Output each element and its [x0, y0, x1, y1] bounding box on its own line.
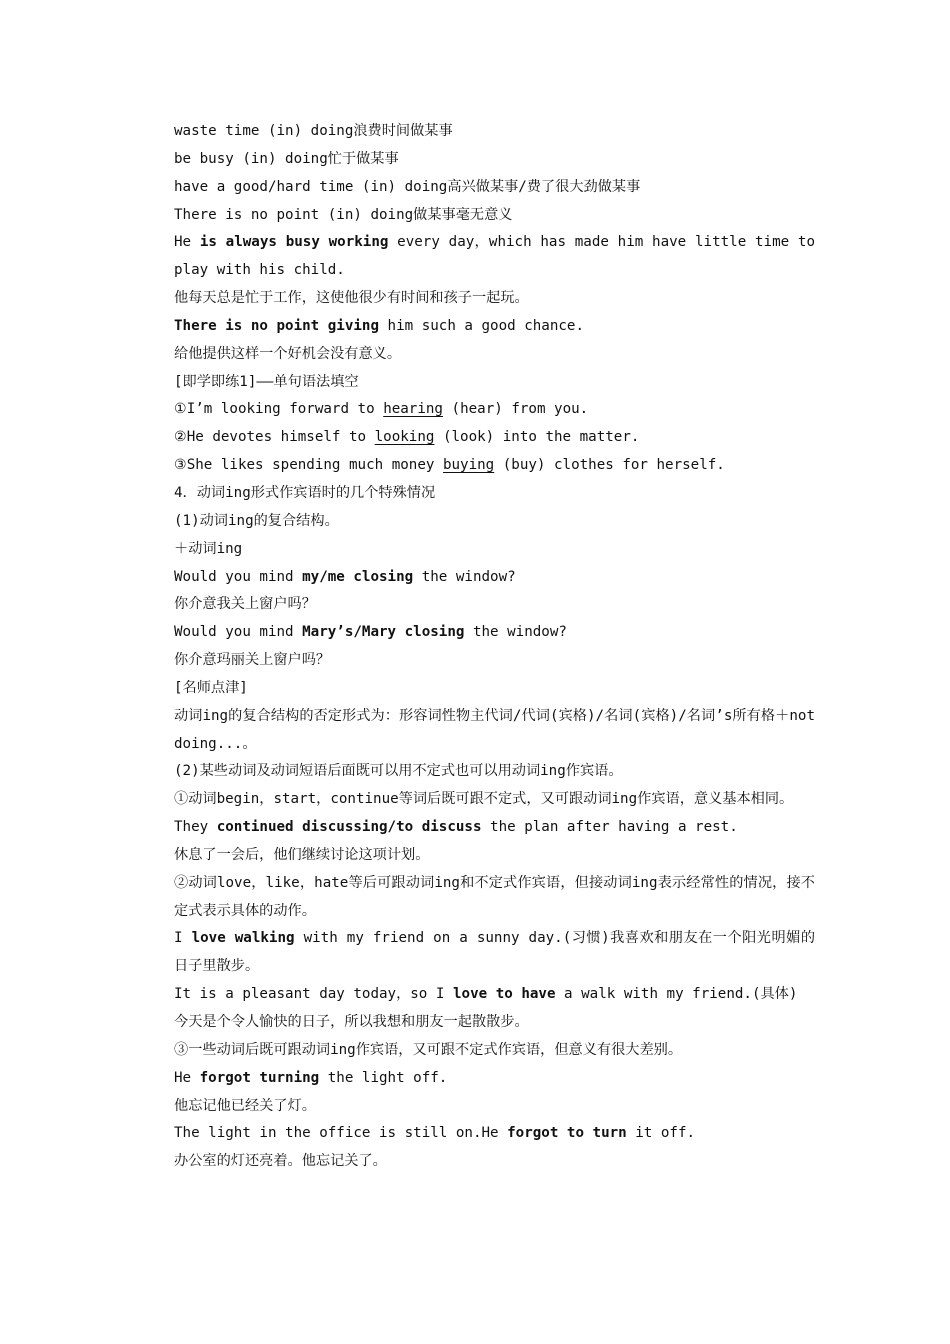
- text-segment: the light off.: [319, 1069, 448, 1086]
- text-segment: He: [174, 234, 200, 251]
- text-segment: The light in the office is still on.He: [174, 1125, 508, 1142]
- text-segment: him such a good chance.: [379, 317, 584, 334]
- subsection-heading-1: [137, 508, 815, 536]
- phrase-waste-time: [137, 118, 815, 146]
- key-phrase: continued discussing/to discuss: [216, 819, 482, 836]
- text-segment: Would you mind: [174, 568, 303, 585]
- text-segment: 你介意我关上窗户吗？: [174, 596, 316, 613]
- translation-continued: [137, 842, 815, 870]
- key-phrase: love to have: [452, 986, 556, 1003]
- translation-forgot-to-turn: [137, 1148, 815, 1176]
- key-phrase: forgot turning: [199, 1069, 320, 1086]
- example-love-to-have: [137, 981, 815, 1009]
- teacher-tip-text: [137, 703, 815, 759]
- text-segment: ③一些动词后既可跟动词ing作宾语，又可跟不定式作宾语，但意义有很大差别。: [174, 1041, 683, 1058]
- key-phrase: forgot to turn: [507, 1125, 627, 1142]
- text-segment: 动词ing的复合结构的否定形式为：形容词性物主代词/代词(宾格)/名词(宾格)/名词’s所有格＋not doing...。: [174, 707, 815, 752]
- text-segment: (look) into the matter.: [434, 429, 640, 446]
- example-continued: [137, 814, 815, 842]
- answer-blank: buying: [442, 457, 495, 474]
- subsection-heading-2: [137, 758, 815, 786]
- text-segment: ②He devotes himself to: [174, 429, 375, 446]
- text-segment: There is no point (in) doing做某事毫无意义: [174, 206, 513, 223]
- text-segment: every day，which has made him have little time to play with his child.: [174, 234, 816, 279]
- example-marys-closing: [137, 619, 815, 647]
- translation-no-point: [137, 341, 815, 369]
- rule-love-like-hate: [137, 870, 815, 926]
- rule-begin-start-continue: [137, 786, 815, 814]
- text-segment: the window?: [464, 624, 567, 641]
- key-phrase: Mary’s/Mary closing: [302, 624, 465, 641]
- text-segment: 休息了一会后，他们继续讨论这项计划。: [174, 846, 430, 863]
- example-my-closing: [137, 564, 815, 592]
- exercise-item-2: [137, 424, 815, 452]
- text-segment: (buy) clothes for herself.: [494, 457, 725, 474]
- text-segment: 今天是个令人愉快的日子，所以我想和朋友一起散散步。: [174, 1014, 529, 1030]
- key-phrase: love walking: [191, 930, 295, 947]
- text-segment: a walk with my friend.(具体): [555, 986, 798, 1003]
- text-segment: ＋动词ing: [174, 540, 243, 557]
- text-segment: He: [174, 1069, 200, 1086]
- teacher-tip-heading: [137, 675, 815, 703]
- key-phrase: is always busy working: [199, 234, 389, 251]
- phrase-no-point: [137, 202, 815, 230]
- structure-formula: [137, 536, 815, 564]
- example-forgot-to-turn: [137, 1120, 815, 1148]
- text-segment: 4．动词ing形式作宾语时的几个特殊情况: [174, 484, 436, 501]
- exercise-item-1: [137, 396, 815, 424]
- answer-blank: hearing: [383, 401, 443, 418]
- text-segment: (hear) from you.: [442, 401, 589, 418]
- text-segment: have a good/hard time (in) doing高兴做某事/费了很大劲做某事: [174, 178, 641, 195]
- translation-marys-closing: [137, 647, 815, 675]
- phrase-have-good-time: [137, 174, 815, 202]
- document-page: [137, 118, 815, 1176]
- text-segment: ①I’m looking forward to: [174, 401, 384, 418]
- translation-forgot-turning: [137, 1093, 815, 1121]
- text-segment: ①动词begin，start，continue等词后既可跟不定式，又可跟动词ing作宾语，意义基本相同。: [174, 791, 794, 808]
- text-segment: (1)动词ing的复合结构。: [174, 512, 339, 529]
- text-segment: the plan after having a rest.: [481, 819, 738, 836]
- text-segment: 他每天总是忙于工作，这使他很少有时间和孩子一起玩。: [174, 290, 529, 307]
- translation-my-closing: [137, 591, 815, 619]
- example-busy-working: [137, 229, 815, 285]
- text-segment: Would you mind: [174, 624, 303, 641]
- phrase-be-busy: [137, 146, 815, 174]
- text-segment: 他忘记他已经关了灯。: [174, 1097, 316, 1114]
- text-segment: 你介意玛丽关上窗户吗？: [174, 652, 331, 669]
- text-segment: it off.: [626, 1125, 696, 1142]
- text-segment: They: [174, 819, 217, 836]
- text-segment: be busy (in) doing忙于做某事: [174, 150, 399, 167]
- exercise-heading: [137, 369, 815, 397]
- text-segment: 办公室的灯还亮着。他忘记关了。: [174, 1153, 387, 1170]
- text-segment: (2)某些动词及动词短语后面既可以用不定式也可以用动词ing作宾语。: [174, 763, 623, 780]
- translation-busy-working: [137, 285, 815, 313]
- text-segment: [名师点津]: [174, 679, 248, 696]
- text-segment: ②动词love，like，hate等后可跟动词ing和不定式作宾语，但接动词ing表示经常性的情况，接不定式表示具体的动作。: [174, 874, 815, 919]
- translation-love-to-have: [137, 1009, 815, 1037]
- example-forgot-turning: [137, 1065, 815, 1093]
- key-phrase: There is no point giving: [174, 317, 379, 334]
- text-segment: ③She likes spending much money: [174, 457, 443, 474]
- text-segment: It is a pleasant day today，so I: [174, 986, 453, 1003]
- example-love-walking: [137, 925, 815, 981]
- text-segment: I: [174, 930, 192, 947]
- text-segment: with my friend on a sunny day.(习惯)我喜欢和朋友在一个阳光明媚的日子里散步。: [174, 930, 816, 975]
- section-heading-4: [137, 480, 815, 508]
- text-segment: 给他提供这样一个好机会没有意义。: [174, 345, 402, 362]
- example-no-point: [137, 313, 815, 341]
- text-segment: waste time (in) doing浪费时间做某事: [174, 123, 453, 139]
- rule-different-meaning: [137, 1037, 815, 1065]
- answer-blank: looking: [374, 429, 435, 446]
- exercise-item-3: [137, 452, 815, 480]
- key-phrase: my/me closing: [302, 568, 414, 585]
- text-segment: the window?: [413, 568, 516, 585]
- text-segment: [即学即练1]——单句语法填空: [174, 373, 359, 390]
